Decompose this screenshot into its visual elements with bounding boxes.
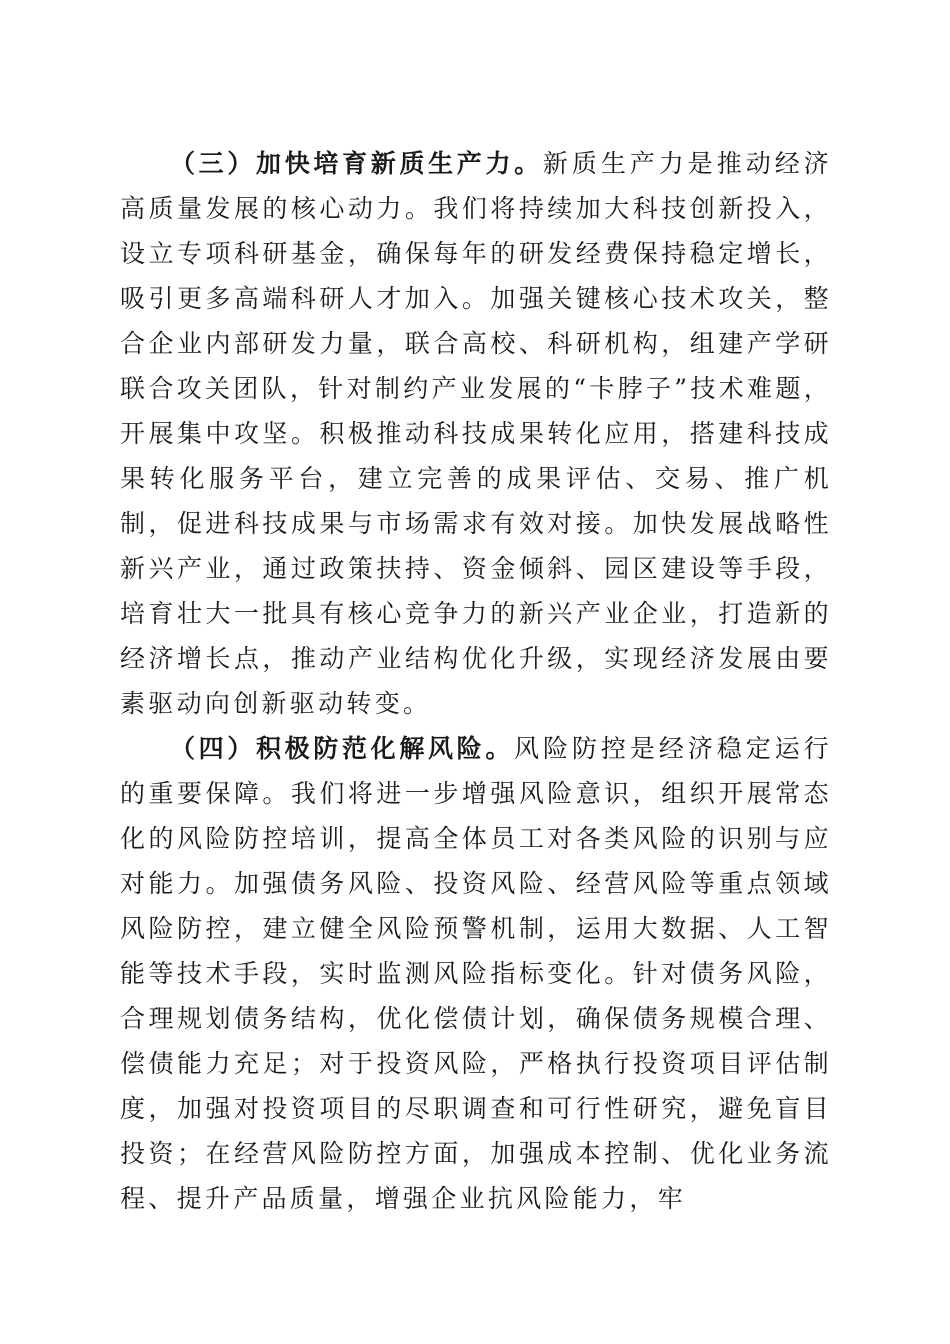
- section-paragraph-4: [120, 726, 832, 1221]
- section-paragraph-3: [120, 141, 832, 726]
- section-body-3: 新质生产力是推动经济高质量发展的核心动力。我们将持续加大科技创新投入，设立专项科研基金，确保每年的研发经费保持稳定增长，吸引更多高端科研人才加入。加强关键核心技术攻关，整合企业内部研发力量，联合高校、科研机构，组建产学研联合攻关团队，针对制约产业发展的“卡脖子”技术难题，开展集中攻坚。积极推动科技成果转化应用，搭建科技成果转化服务平台，建立完善的成果评估、交易、推广机制，促进科技成果与市场需求有效对接。加快发展战略性新兴产业，通过政策扶持、资金倾斜、园区建设等手段，培育壮大一批具有核心竞争力的新兴产业企业，打造新的经济增长点，推动产业结构优化升级，实现经济发展由要素驱动向创新驱动转变。: [120, 149, 832, 718]
- section-body-4: 风险防控是经济稳定运行的重要保障。我们将进一步增强风险意识，组织开展常态化的风险防控培训，提高全体员工对各类风险的识别与应对能力。加强债务风险、投资风险、经营风险等重点领域风险防控，建立健全风险预警机制，运用大数据、人工智能等技术手段，实时监测风险指标变化。针对债务风险，合理规划债务结构，优化偿债计划，确保债务规模合理、偿债能力充足；对于投资风险，严格执行投资项目评估制度，加强对投资项目的尽职调查和可行性研究，避免盲目投资；在经营风险防控方面，加强成本控制、优化业务流程、提升产品质量，增强企业抗风险能力，牢: [120, 734, 832, 1213]
- document-body: [120, 141, 832, 1221]
- section-heading-3: （三）加快培育新质生产力。: [170, 149, 543, 178]
- section-heading-4: （四）积极防范化解风险。: [170, 734, 515, 763]
